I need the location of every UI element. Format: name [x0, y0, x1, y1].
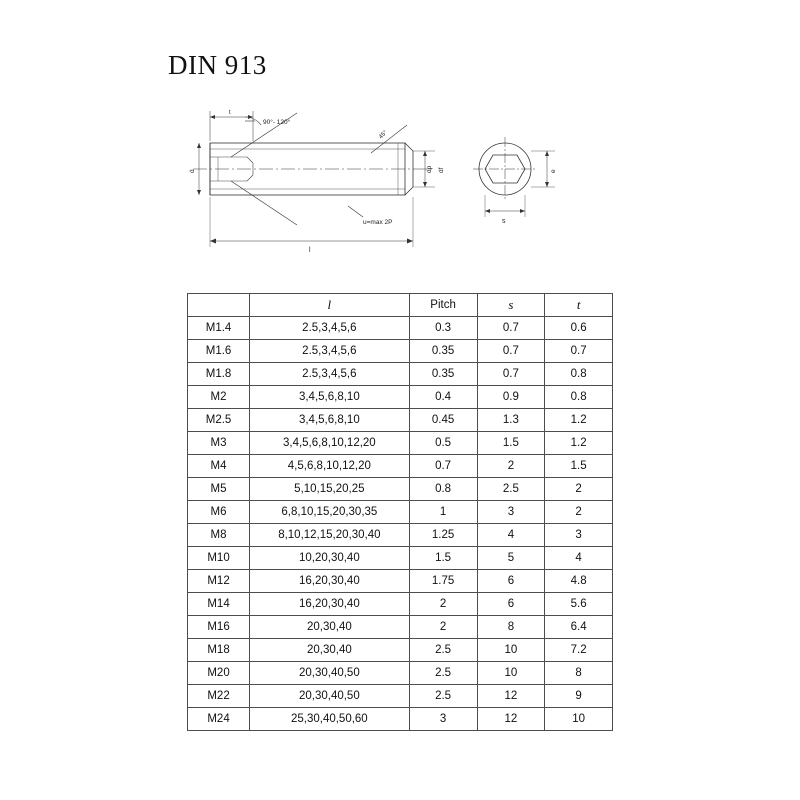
- table-row: [188, 662, 613, 685]
- cell-pitch: 1.75: [409, 570, 477, 593]
- cell-s: 8: [477, 616, 545, 639]
- table-row: [188, 363, 613, 386]
- cell-size: M1.4: [188, 317, 250, 340]
- cell-pitch: 0.35: [409, 340, 477, 363]
- cell-t: 2: [545, 478, 613, 501]
- cell-l: 2.5,3,4,5,6: [250, 340, 410, 363]
- cell-l: 3,4,5,6,8,10: [250, 409, 410, 432]
- label-point-note: u=max 2P: [363, 219, 393, 226]
- cell-s: 4: [477, 524, 545, 547]
- cell-t: 0.7: [545, 340, 613, 363]
- col-header-t: t: [545, 294, 613, 317]
- cell-size: M2: [188, 386, 250, 409]
- setscrew-drawing-svg: [185, 105, 615, 285]
- col-header-l: l: [250, 294, 410, 317]
- cell-s: 0.7: [477, 317, 545, 340]
- cell-t: 6.4: [545, 616, 613, 639]
- cell-l: 3,4,5,6,8,10,12,20: [250, 432, 410, 455]
- cell-t: 2: [545, 501, 613, 524]
- cell-t: 3: [545, 524, 613, 547]
- cell-pitch: 0.7: [409, 455, 477, 478]
- col-header-size: [188, 294, 250, 317]
- cell-s: 6: [477, 593, 545, 616]
- cell-s: 0.9: [477, 386, 545, 409]
- table-row: [188, 432, 613, 455]
- cell-pitch: 2: [409, 616, 477, 639]
- spec-table: [187, 293, 613, 731]
- cell-size: M24: [188, 708, 250, 731]
- cell-size: M3: [188, 432, 250, 455]
- table-head: [188, 294, 613, 317]
- cell-t: 7.2: [545, 639, 613, 662]
- cell-pitch: 1.25: [409, 524, 477, 547]
- cell-l: 3,4,5,6,8,10: [250, 386, 410, 409]
- cell-size: M14: [188, 593, 250, 616]
- table-row: [188, 616, 613, 639]
- cell-l: 6,8,10,15,20,30,35: [250, 501, 410, 524]
- cell-pitch: 0.4: [409, 386, 477, 409]
- table-row: [188, 524, 613, 547]
- cell-l: 2.5,3,4,5,6: [250, 317, 410, 340]
- cell-pitch: 2: [409, 593, 477, 616]
- label-length: l: [309, 247, 311, 254]
- cell-size: M12: [188, 570, 250, 593]
- cell-s: 1.5: [477, 432, 545, 455]
- cell-l: 20,30,40,50: [250, 685, 410, 708]
- table-row: [188, 593, 613, 616]
- cell-size: M5: [188, 478, 250, 501]
- specification-table: [187, 293, 613, 731]
- label-diameter-d: d: [189, 169, 196, 173]
- page-title: DIN 913: [168, 50, 267, 80]
- label-chamfer: 45°: [378, 129, 389, 141]
- cell-size: M22: [188, 685, 250, 708]
- cell-t: 4.8: [545, 570, 613, 593]
- label-end-diameter: df: [438, 167, 445, 173]
- cell-s: 2: [477, 455, 545, 478]
- cell-t: 5.6: [545, 593, 613, 616]
- cell-l: 20,30,40,50: [250, 662, 410, 685]
- cell-t: 0.6: [545, 317, 613, 340]
- table-row: [188, 708, 613, 731]
- cell-l: 5,10,15,20,25: [250, 478, 410, 501]
- cell-pitch: 2.5: [409, 639, 477, 662]
- col-header-s: s: [477, 294, 545, 317]
- cell-pitch: 2.5: [409, 685, 477, 708]
- table-row: [188, 455, 613, 478]
- cell-pitch: 0.35: [409, 363, 477, 386]
- cell-l: 25,30,40,50,60: [250, 708, 410, 731]
- cell-pitch: 0.5: [409, 432, 477, 455]
- cell-l: 20,30,40: [250, 639, 410, 662]
- table-row: [188, 317, 613, 340]
- cell-l: 2.5,3,4,5,6: [250, 363, 410, 386]
- cell-t: 9: [545, 685, 613, 708]
- col-header-pitch: Pitch: [409, 294, 477, 317]
- table-row: [188, 501, 613, 524]
- table-row: [188, 386, 613, 409]
- cell-pitch: 3: [409, 708, 477, 731]
- table-row: [188, 570, 613, 593]
- cell-s: 12: [477, 685, 545, 708]
- cell-s: 2.5: [477, 478, 545, 501]
- cell-size: M1.6: [188, 340, 250, 363]
- cell-pitch: 1: [409, 501, 477, 524]
- table-body: [188, 317, 613, 731]
- cell-t: 1.2: [545, 432, 613, 455]
- cell-size: M18: [188, 639, 250, 662]
- cell-size: M4: [188, 455, 250, 478]
- cell-pitch: 1.5: [409, 547, 477, 570]
- cell-t: 4: [545, 547, 613, 570]
- cell-t: 0.8: [545, 386, 613, 409]
- cell-l: 16,20,30,40: [250, 570, 410, 593]
- table-row: [188, 409, 613, 432]
- cell-pitch: 0.3: [409, 317, 477, 340]
- table-row: [188, 685, 613, 708]
- label-socket-depth: t: [229, 110, 231, 116]
- cell-s: 10: [477, 662, 545, 685]
- cell-s: 6: [477, 570, 545, 593]
- cell-t: 8: [545, 662, 613, 685]
- cell-s: 0.7: [477, 363, 545, 386]
- cell-size: M10: [188, 547, 250, 570]
- table-row: [188, 478, 613, 501]
- cell-l: 20,30,40: [250, 616, 410, 639]
- label-hex-size: dp: [426, 165, 433, 173]
- cell-size: M16: [188, 616, 250, 639]
- cell-size: M8: [188, 524, 250, 547]
- cell-pitch: 0.45: [409, 409, 477, 432]
- cell-size: M2.5: [188, 409, 250, 432]
- table-header-row: [188, 294, 613, 317]
- cell-size: M6: [188, 501, 250, 524]
- cell-s: 10: [477, 639, 545, 662]
- technical-drawing: [185, 105, 615, 285]
- cell-s: 1.3: [477, 409, 545, 432]
- table-row: [188, 340, 613, 363]
- cell-t: 1.5: [545, 455, 613, 478]
- cell-size: M20: [188, 662, 250, 685]
- cell-t: 0.8: [545, 363, 613, 386]
- table-row: [188, 639, 613, 662]
- cell-l: 4,5,6,8,10,12,20: [250, 455, 410, 478]
- cell-l: 10,20,30,40: [250, 547, 410, 570]
- label-front-dim: e: [550, 169, 557, 173]
- cell-s: 5: [477, 547, 545, 570]
- table-row: [188, 547, 613, 570]
- cell-s: 3: [477, 501, 545, 524]
- cell-pitch: 0.8: [409, 478, 477, 501]
- cell-l: 8,10,12,15,20,30,40: [250, 524, 410, 547]
- label-socket-width: s: [502, 218, 506, 225]
- cell-pitch: 2.5: [409, 662, 477, 685]
- cell-size: M1.8: [188, 363, 250, 386]
- cell-t: 1.2: [545, 409, 613, 432]
- cell-s: 12: [477, 708, 545, 731]
- cell-s: 0.7: [477, 340, 545, 363]
- cell-t: 10: [545, 708, 613, 731]
- label-cone-angle: 90°- 120°: [263, 119, 291, 126]
- cell-l: 16,20,30,40: [250, 593, 410, 616]
